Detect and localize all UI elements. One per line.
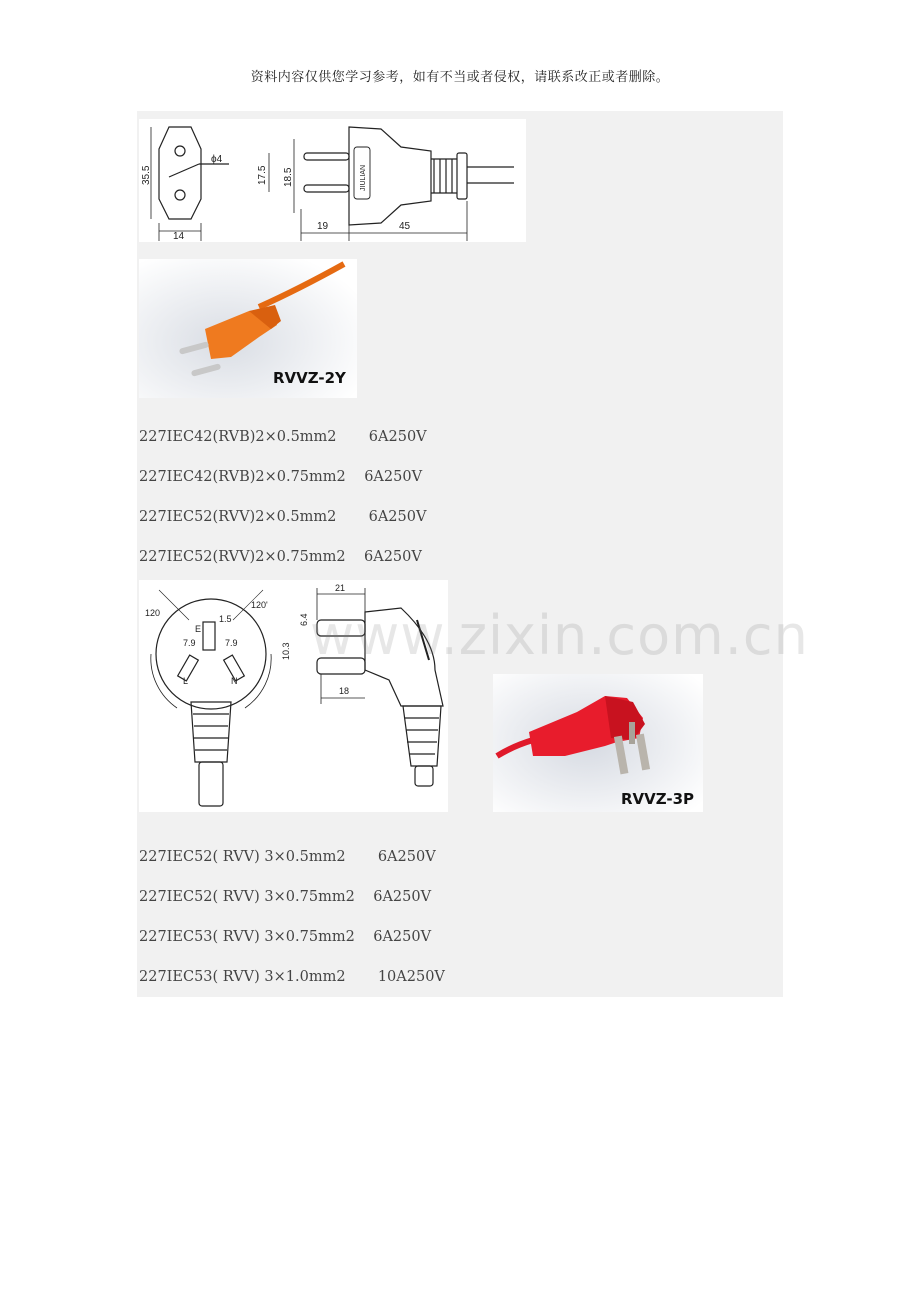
photo-label: RVVZ-3P xyxy=(621,790,695,808)
dim-label: 18.5 xyxy=(283,167,294,187)
dim-label: 45 xyxy=(399,221,411,232)
spec-line: 227IEC52( RVV) 3×0.5mm2 6A250V xyxy=(139,849,436,865)
spec-line: 227IEC42(RVB)2×0.75mm2 6A250V xyxy=(139,469,423,485)
spec-line: 227IEC53( RVV) 3×0.75mm2 6A250V xyxy=(139,929,432,945)
two-pin-plug-photo xyxy=(139,259,357,398)
header-note: 资料内容仅供您学习参考，如有不当或者侵权，请联系改正或者删除。 xyxy=(250,70,670,85)
dim-label: 7.9 xyxy=(225,638,238,648)
spec-line: 227IEC52( RVV) 3×0.75mm2 6A250V xyxy=(139,889,432,905)
dim-label: 10.3 xyxy=(281,642,291,660)
content-block xyxy=(137,111,783,997)
three-pin-plug-photo xyxy=(493,674,703,812)
photo-label: RVVZ-2Y xyxy=(273,369,346,387)
spec-line: 227IEC52(RVV)2×0.75mm2 6A250V xyxy=(139,549,422,565)
dim-label: 17.5 xyxy=(257,165,268,185)
two-pin-plug-drawing xyxy=(139,119,526,242)
dim-label: 6.4 xyxy=(299,613,309,626)
dim-label: 18 xyxy=(339,686,350,696)
spec-line: 227IEC52(RVV)2×0.5mm2 6A250V xyxy=(139,509,427,525)
dim-label: N xyxy=(231,676,238,686)
dim-label: 14 xyxy=(173,231,185,242)
dim-label: L xyxy=(183,676,189,686)
brand-text: JIULIAN xyxy=(360,164,367,191)
spec-line: 227IEC53( RVV) 3×1.0mm2 10A250V xyxy=(139,969,445,985)
dim-label: E xyxy=(195,624,202,634)
spec-line: 227IEC42(RVB)2×0.5mm2 6A250V xyxy=(139,429,427,445)
dim-label: 21 xyxy=(335,583,346,593)
dim-label: 120 xyxy=(145,608,161,618)
dim-label: 19 xyxy=(317,221,329,232)
dim-label: 1.5 xyxy=(219,614,232,624)
dim-label: 120' xyxy=(251,600,268,610)
dim-label: 7.9 xyxy=(183,638,196,648)
dim-label: ϕ4 xyxy=(211,154,223,165)
dim-label: 35.5 xyxy=(141,165,152,185)
watermark: www.zixin.com.cn xyxy=(310,604,809,667)
